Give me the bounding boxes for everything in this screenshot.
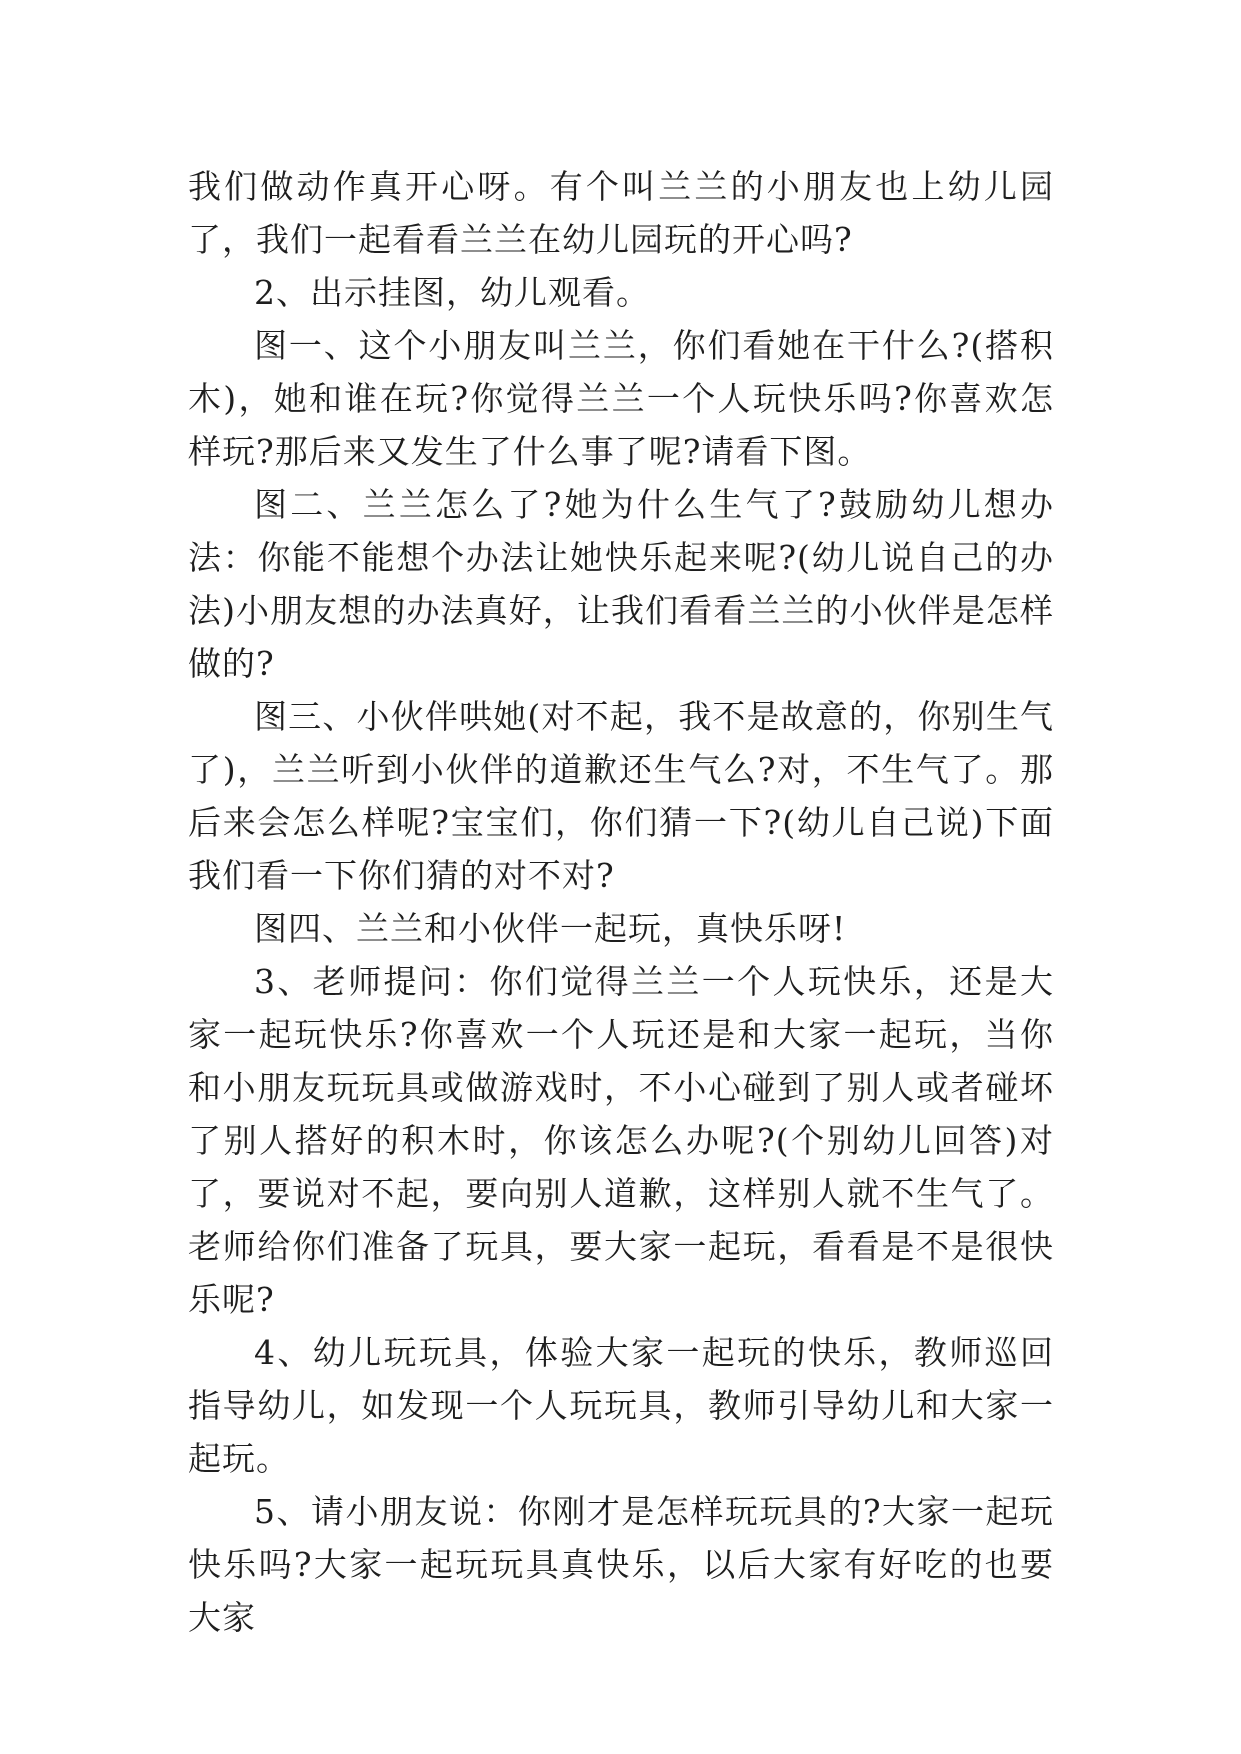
paragraph-picture-3: 图三、小伙伴哄她(对不起，我不是故意的，你别生气了)，兰兰听到小伙伴的道歉还生气么?对，不生气了。那后来会怎么样呢?宝宝们，你们猜一下?(幼儿自己说)下面我们看一下你们猜的对不对? (188, 697, 1054, 895)
paragraph-continuation: 我们做动作真开心呀。有个叫兰兰的小朋友也上幼儿园了，我们一起看看兰兰在幼儿园玩的开心吗? (188, 167, 1054, 259)
paragraph-picture-1: 图一、这个小朋友叫兰兰，你们看她在干什么?(搭积木)，她和谁在玩?你觉得兰兰一个人玩快乐吗?你喜欢怎样玩?那后来又发生了什么事了呢?请看下图。 (188, 326, 1054, 471)
document-body (188, 160, 1054, 1644)
paragraph-picture-2: 图二、兰兰怎么了?她为什么生气了?鼓励幼儿想办法：你能不能想个办法让她快乐起来呢?(幼儿说自己的办法)小朋友想的办法真好，让我们看看兰兰的小伙伴是怎样做的? (188, 485, 1054, 683)
paragraph-step-4: 4、幼儿玩玩具，体验大家一起玩的快乐，教师巡回指导幼儿，如发现一个人玩玩具，教师引导幼儿和大家一起玩。 (188, 1333, 1054, 1478)
paragraph-step-3: 3、老师提问：你们觉得兰兰一个人玩快乐，还是大家一起玩快乐?你喜欢一个人玩还是和大家一起玩，当你和小朋友玩玩具或做游戏时，不小心碰到了别人或者碰坏了别人搭好的积木时，你该怎么办呢?(个别幼儿回答)对了，要说对不起，要向别人道歉，这样别人就不生气了。老师给你们准备了玩具，要大家一起玩，看看是不是很快乐呢? (188, 962, 1054, 1319)
paragraph-step-2: 2、出示挂图，幼儿观看。 (254, 273, 650, 312)
paragraph-picture-4: 图四、兰兰和小伙伴一起玩，真快乐呀! (254, 909, 847, 948)
paragraph-step-5: 5、请小朋友说：你刚才是怎样玩玩具的?大家一起玩快乐吗?大家一起玩玩具真快乐，以后大家有好吃的也要大家 (188, 1492, 1054, 1637)
